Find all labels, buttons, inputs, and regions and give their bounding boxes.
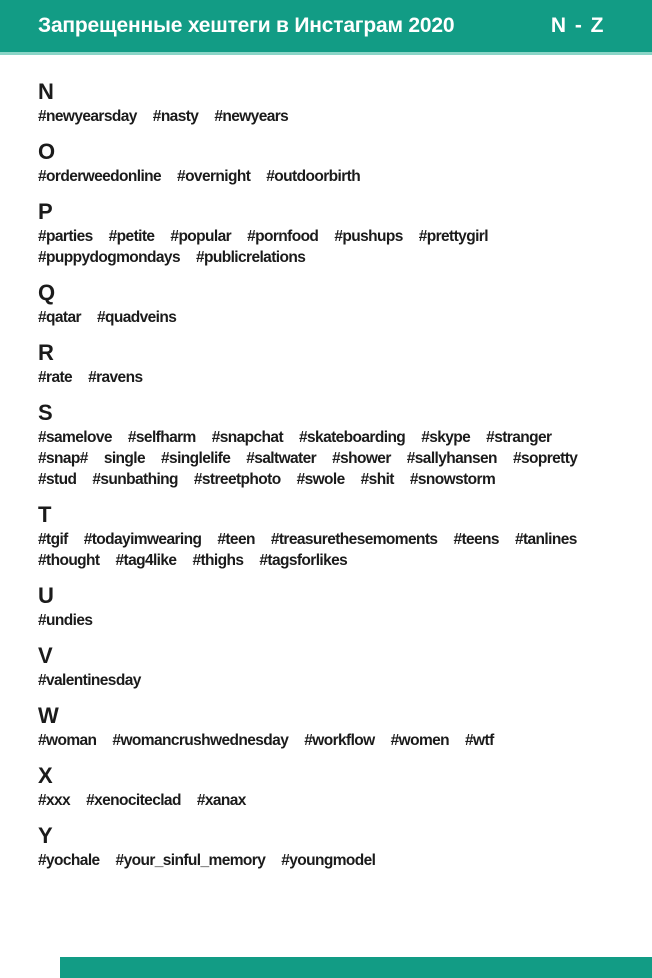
hashtag: #teen <box>217 531 255 548</box>
hashtag: #swole <box>296 471 345 488</box>
hashtag: #petite <box>108 228 155 245</box>
hashtag: #teens <box>453 531 499 548</box>
section-letter: O <box>38 139 55 164</box>
hashtag: #shower <box>332 450 391 467</box>
section-letter: W <box>38 703 59 728</box>
letter-section <box>38 703 640 751</box>
section-letter: N <box>38 79 54 104</box>
section-letter: X <box>38 763 53 788</box>
hashtag: #todayimwearing <box>83 531 202 548</box>
hashtag: #snowstorm <box>409 471 496 488</box>
hashtag: #rate <box>38 369 73 386</box>
hashtag: #shit <box>360 471 394 488</box>
hashtag: #sopretty <box>512 450 578 467</box>
letter-section <box>38 502 640 571</box>
hashtag: #sallyhansen <box>406 450 497 467</box>
hashtag: #overnight <box>177 168 251 185</box>
hashtag: #undies <box>38 612 93 629</box>
hashtag: #snap# <box>38 450 88 467</box>
hashtag-line <box>38 166 640 187</box>
hashtag: #samelove <box>38 429 112 446</box>
hashtag-line <box>38 529 640 550</box>
next-page-header-strip <box>60 957 652 978</box>
hashtag: #saltwater <box>246 450 317 467</box>
letter-section <box>38 583 640 631</box>
letter-section <box>38 400 640 490</box>
hashtag: #puppydogmondays <box>38 249 180 266</box>
hashtag-line <box>38 670 640 691</box>
hashtag: #singlelife <box>161 450 231 467</box>
hashtag: #stranger <box>486 429 552 446</box>
hashtag: #your_sinful_memory <box>115 852 266 869</box>
letter-section <box>38 139 640 187</box>
hashtag: #tag4like <box>115 552 177 569</box>
hashtag: #thighs <box>192 552 244 569</box>
hashtag: #newyears <box>214 108 289 125</box>
section-letter: V <box>38 643 53 668</box>
section-letter: Q <box>38 280 55 305</box>
hashtag-list <box>0 55 652 871</box>
hashtag: #newyearsday <box>38 108 137 125</box>
hashtag: #womancrushwednesday <box>112 732 289 749</box>
hashtag: #xxx <box>38 792 71 809</box>
hashtag: #popular <box>170 228 232 245</box>
hashtag: #valentinesday <box>38 672 141 689</box>
letter-section <box>38 340 640 388</box>
hashtag: #snapchat <box>211 429 284 446</box>
hashtag: #tgif <box>38 531 68 548</box>
hashtag: #tagsforlikes <box>259 552 348 569</box>
letter-section <box>38 823 640 871</box>
hashtag-line <box>38 610 640 631</box>
hashtag-line <box>38 367 640 388</box>
letter-section <box>38 763 640 811</box>
section-letter: P <box>38 199 53 224</box>
hashtag-line <box>38 247 640 268</box>
page-title: Запрещенные хештеги в Инстаграм 2020 <box>38 14 455 37</box>
hashtag: #ravens <box>88 369 143 386</box>
hashtag: #qatar <box>38 309 81 326</box>
hashtag: #outdoorbirth <box>266 168 361 185</box>
hashtag-line <box>38 427 640 448</box>
letter-range-label: N - Z <box>550 14 605 37</box>
hashtag-line <box>38 469 640 490</box>
hashtag-line <box>38 790 640 811</box>
hashtag: #yochale <box>38 852 100 869</box>
section-letter: T <box>38 502 52 527</box>
hashtag-line <box>38 550 640 571</box>
hashtag: #publicrelations <box>195 249 306 266</box>
letter-section <box>38 280 640 328</box>
hashtag: #tanlines <box>514 531 577 548</box>
hashtag: #skateboarding <box>299 429 406 446</box>
hashtag: #thought <box>38 552 100 569</box>
section-letter: U <box>38 583 54 608</box>
hashtag-line <box>38 106 640 127</box>
hashtag: #prettygirl <box>418 228 488 245</box>
letter-section <box>38 79 640 127</box>
hashtag: #pushups <box>334 228 403 245</box>
section-letter: S <box>38 400 53 425</box>
hashtag: #skype <box>421 429 471 446</box>
hashtag: #women <box>390 732 450 749</box>
hashtag: #wtf <box>465 732 494 749</box>
hashtag: #workflow <box>304 732 375 749</box>
section-letter: Y <box>38 823 53 848</box>
hashtag-line <box>38 226 640 247</box>
page-header <box>0 0 652 55</box>
hashtag-line <box>38 730 640 751</box>
hashtag: #sunbathing <box>92 471 178 488</box>
hashtag: #pornfood <box>247 228 319 245</box>
hashtag: single <box>103 450 146 467</box>
hashtag: #streetphoto <box>193 471 281 488</box>
hashtag: #xanax <box>196 792 246 809</box>
hashtag-line <box>38 307 640 328</box>
hashtag: #stud <box>38 471 77 488</box>
hashtag: #selfharm <box>127 429 196 446</box>
hashtag-line <box>38 448 640 469</box>
hashtag: #xenociteclad <box>86 792 181 809</box>
letter-section <box>38 643 640 691</box>
hashtag: #youngmodel <box>281 852 376 869</box>
section-letter: R <box>38 340 54 365</box>
hashtag: #quadveins <box>96 309 177 326</box>
hashtag-line <box>38 850 640 871</box>
hashtag: #parties <box>38 228 93 245</box>
hashtag: #nasty <box>152 108 199 125</box>
hashtag: #woman <box>38 732 97 749</box>
letter-section <box>38 199 640 268</box>
hashtag: #treasurethesemoments <box>270 531 438 548</box>
hashtag: #orderweedonline <box>38 168 162 185</box>
